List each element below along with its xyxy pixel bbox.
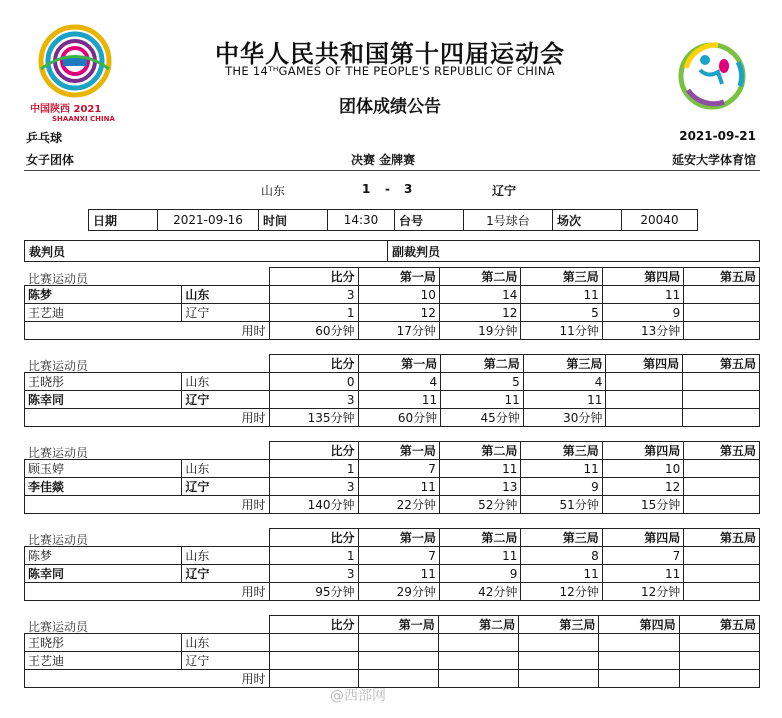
game-score <box>606 391 683 409</box>
player-team: 辽宁 <box>182 565 269 583</box>
section-label: 比赛运动员 <box>28 359 89 373</box>
duration-value: 42分钟 <box>439 583 520 601</box>
game-score <box>683 391 760 409</box>
player-team: 辽宁 <box>182 304 269 322</box>
game-score: 9 <box>439 565 520 583</box>
logo-text-en: SHAANXI CHINA <box>52 115 115 123</box>
player-name: 陈幸同 <box>25 565 182 583</box>
duration-label: 用时 <box>25 583 270 601</box>
game-score: 11 <box>521 565 602 583</box>
game-score <box>684 478 760 496</box>
duration-value: 11分钟 <box>521 322 602 340</box>
game-score: 5 <box>521 304 602 322</box>
score-sep: - <box>385 182 390 196</box>
duration-value: 29分钟 <box>358 583 439 601</box>
time-value: 14:30 <box>328 210 395 231</box>
duration-value: 12分钟 <box>521 583 602 601</box>
game-score: 11 <box>521 460 602 478</box>
player-row <box>25 478 760 496</box>
duration-value <box>519 670 599 688</box>
deputy-referee-label: 副裁判员 <box>388 241 760 262</box>
game-header: 第三局 <box>521 268 602 286</box>
duration-value <box>684 583 760 601</box>
player-team: 山东 <box>182 460 269 478</box>
game-score: 12 <box>439 304 520 322</box>
duration-row <box>25 670 760 688</box>
chief-referee-label: 裁判员 <box>25 241 388 262</box>
duration-value: 45分钟 <box>441 409 524 427</box>
game-score <box>684 547 760 565</box>
game-score: 7 <box>358 547 439 565</box>
duration-value: 135分钟 <box>269 409 358 427</box>
score-a: 1 <box>362 182 371 196</box>
game-header: 第五局 <box>684 529 760 547</box>
game-score <box>358 652 438 670</box>
match-score: 1 <box>269 547 358 565</box>
game-score: 11 <box>441 391 524 409</box>
sport-name: 乒乓球 <box>26 131 63 145</box>
game-header: 第二局 <box>439 529 520 547</box>
duration-value: 52分钟 <box>439 496 520 514</box>
game-score: 4 <box>358 373 441 391</box>
game-score: 5 <box>441 373 524 391</box>
match-score: 3 <box>269 286 358 304</box>
duration-row <box>25 583 760 601</box>
game-score <box>606 373 683 391</box>
game-header: 第二局 <box>441 355 524 373</box>
player-name: 陈梦 <box>25 547 182 565</box>
game-score: 7 <box>602 547 683 565</box>
game-header: 第四局 <box>606 355 683 373</box>
duration-row <box>25 322 760 340</box>
score-header: 比分 <box>269 616 358 634</box>
duration-value <box>438 670 518 688</box>
game-score: 12 <box>602 478 683 496</box>
game-score: 9 <box>602 304 683 322</box>
match-score: 0 <box>269 373 358 391</box>
match-result-table <box>24 615 760 688</box>
game-header: 第四局 <box>602 529 683 547</box>
document-title: 团体成绩公告 <box>339 97 441 117</box>
game-score: 11 <box>521 286 602 304</box>
game-score <box>684 286 760 304</box>
game-score: 11 <box>358 391 441 409</box>
player-name: 陈幸同 <box>25 391 182 409</box>
game-score: 10 <box>358 286 439 304</box>
duration-row <box>25 409 760 427</box>
player-row <box>25 547 760 565</box>
match-score: 1 <box>269 304 358 322</box>
game-header: 第五局 <box>684 442 760 460</box>
round-label: 场次 <box>553 210 622 231</box>
game-header: 第五局 <box>683 355 760 373</box>
match-result-table <box>24 528 760 601</box>
date-value: 2021-09-16 <box>158 210 259 231</box>
section-spacer <box>25 268 270 286</box>
game-score: 13 <box>439 478 520 496</box>
duration-value: 13分钟 <box>602 322 683 340</box>
player-team: 辽宁 <box>182 391 269 409</box>
games-logo <box>38 24 112 98</box>
section-label: 比赛运动员 <box>28 620 89 634</box>
duration-value: 15分钟 <box>602 496 683 514</box>
duration-value: 22分钟 <box>358 496 439 514</box>
game-header: 第一局 <box>358 268 439 286</box>
game-score: 11 <box>358 478 439 496</box>
player-name: 顾玉婷 <box>25 460 182 478</box>
match-info-table <box>88 209 698 231</box>
match-score <box>269 652 358 670</box>
game-score: 11 <box>439 460 520 478</box>
match-score: 3 <box>269 391 358 409</box>
section-spacer <box>25 442 270 460</box>
player-row <box>25 304 760 322</box>
games-title-cn: 中华人民共和国第十四届运动会 <box>215 40 565 68</box>
time-label: 时间 <box>259 210 328 231</box>
game-header: 第三局 <box>523 355 606 373</box>
game-score: 14 <box>439 286 520 304</box>
team-a: 山东 <box>261 184 286 198</box>
duration-value: 19分钟 <box>439 322 520 340</box>
report-date: 2021-09-21 <box>679 129 756 143</box>
duration-value: 95分钟 <box>269 583 358 601</box>
game-score <box>519 652 599 670</box>
logo-text: 中国陕西 2021 <box>30 104 102 115</box>
player-row <box>25 286 760 304</box>
table-label: 台号 <box>395 210 464 231</box>
game-score: 11 <box>523 391 606 409</box>
duration-label: 用时 <box>25 496 270 514</box>
duration-value <box>599 670 679 688</box>
game-score <box>684 460 760 478</box>
game-score: 10 <box>602 460 683 478</box>
table-tennis-pictogram <box>678 42 746 110</box>
duration-value: 12分钟 <box>602 583 683 601</box>
game-header: 第五局 <box>684 268 760 286</box>
game-header: 第三局 <box>521 529 602 547</box>
game-score <box>438 652 518 670</box>
event-venue: 延安大学体育馆 <box>671 153 756 167</box>
round-value: 20040 <box>622 210 698 231</box>
logo-caption <box>30 100 126 123</box>
duration-label: 用时 <box>25 322 270 340</box>
game-score <box>519 634 599 652</box>
match-result-table <box>24 441 760 514</box>
game-score: 12 <box>358 304 439 322</box>
game-score <box>599 634 679 652</box>
team-b: 辽宁 <box>492 184 517 198</box>
player-row <box>25 634 760 652</box>
header-divider <box>24 170 760 171</box>
section-spacer <box>25 616 270 634</box>
watermark: @西部网 <box>330 688 386 704</box>
date-label: 日期 <box>89 210 158 231</box>
game-header: 第三局 <box>521 442 602 460</box>
score-header: 比分 <box>269 268 358 286</box>
score-header: 比分 <box>269 442 358 460</box>
game-score <box>684 565 760 583</box>
table-value: 1号球台 <box>464 210 553 231</box>
game-score: 11 <box>602 565 683 583</box>
player-team: 山东 <box>182 373 269 391</box>
games-title-en: THE 14ᵀᴴGAMES OF THE PEOPLE'S REPUBLIC OF CHINA <box>225 64 555 78</box>
duration-value: 17分钟 <box>358 322 439 340</box>
game-score <box>679 652 759 670</box>
match-score: 3 <box>269 565 358 583</box>
duration-value: 60分钟 <box>358 409 441 427</box>
referee-table <box>24 240 760 262</box>
duration-value <box>679 670 759 688</box>
match-score <box>269 634 358 652</box>
player-name: 陈梦 <box>25 286 182 304</box>
player-team: 山东 <box>182 286 269 304</box>
game-score: 11 <box>602 286 683 304</box>
section-spacer <box>25 355 270 373</box>
player-name: 王晓彤 <box>25 373 182 391</box>
event-category: 女子团体 <box>26 153 75 167</box>
game-header: 第二局 <box>438 616 518 634</box>
duration-label: 用时 <box>25 409 270 427</box>
game-header: 第三局 <box>519 616 599 634</box>
player-row <box>25 565 760 583</box>
section-label: 比赛运动员 <box>28 272 89 286</box>
game-header: 第一局 <box>358 616 438 634</box>
player-row <box>25 460 760 478</box>
player-row <box>25 391 760 409</box>
player-name: 王艺迪 <box>25 652 182 670</box>
game-score <box>683 373 760 391</box>
player-team: 辽宁 <box>182 652 269 670</box>
game-score <box>684 304 760 322</box>
game-header: 第四局 <box>602 442 683 460</box>
player-team: 山东 <box>182 634 269 652</box>
game-score <box>358 634 438 652</box>
duration-value: 140分钟 <box>269 496 358 514</box>
game-header: 第一局 <box>358 355 441 373</box>
match-result-table <box>24 354 760 427</box>
duration-value <box>683 409 760 427</box>
duration-value <box>684 496 760 514</box>
match-result-table <box>24 267 760 340</box>
player-name: 李佳燚 <box>25 478 182 496</box>
game-header: 第四局 <box>602 268 683 286</box>
score-b: 3 <box>404 182 413 196</box>
score-header: 比分 <box>269 529 358 547</box>
game-score: 8 <box>521 547 602 565</box>
match-score: 1 <box>269 460 358 478</box>
score-header: 比分 <box>269 355 358 373</box>
duration-row <box>25 496 760 514</box>
game-header: 第一局 <box>358 529 439 547</box>
game-header: 第五局 <box>679 616 759 634</box>
player-team: 山东 <box>182 547 269 565</box>
duration-value: 30分钟 <box>523 409 606 427</box>
match-score: 3 <box>269 478 358 496</box>
game-header: 第二局 <box>439 442 520 460</box>
game-header: 第四局 <box>599 616 679 634</box>
player-name: 王艺迪 <box>25 304 182 322</box>
duration-value: 51分钟 <box>521 496 602 514</box>
game-score <box>679 634 759 652</box>
event-stage: 决赛 金牌赛 <box>351 153 416 167</box>
game-score: 11 <box>358 565 439 583</box>
game-score: 4 <box>523 373 606 391</box>
duration-value <box>606 409 683 427</box>
player-row <box>25 652 760 670</box>
player-row <box>25 373 760 391</box>
game-score <box>438 634 518 652</box>
game-score: 7 <box>358 460 439 478</box>
game-score: 9 <box>521 478 602 496</box>
game-score: 11 <box>439 547 520 565</box>
section-label: 比赛运动员 <box>28 446 89 460</box>
player-name: 王晓彤 <box>25 634 182 652</box>
duration-value <box>684 322 760 340</box>
section-label: 比赛运动员 <box>28 533 89 547</box>
section-spacer <box>25 529 270 547</box>
game-header: 第二局 <box>439 268 520 286</box>
game-score <box>599 652 679 670</box>
game-header: 第一局 <box>358 442 439 460</box>
duration-value: 60分钟 <box>269 322 358 340</box>
duration-label: 用时 <box>25 670 270 688</box>
player-team: 辽宁 <box>182 478 269 496</box>
